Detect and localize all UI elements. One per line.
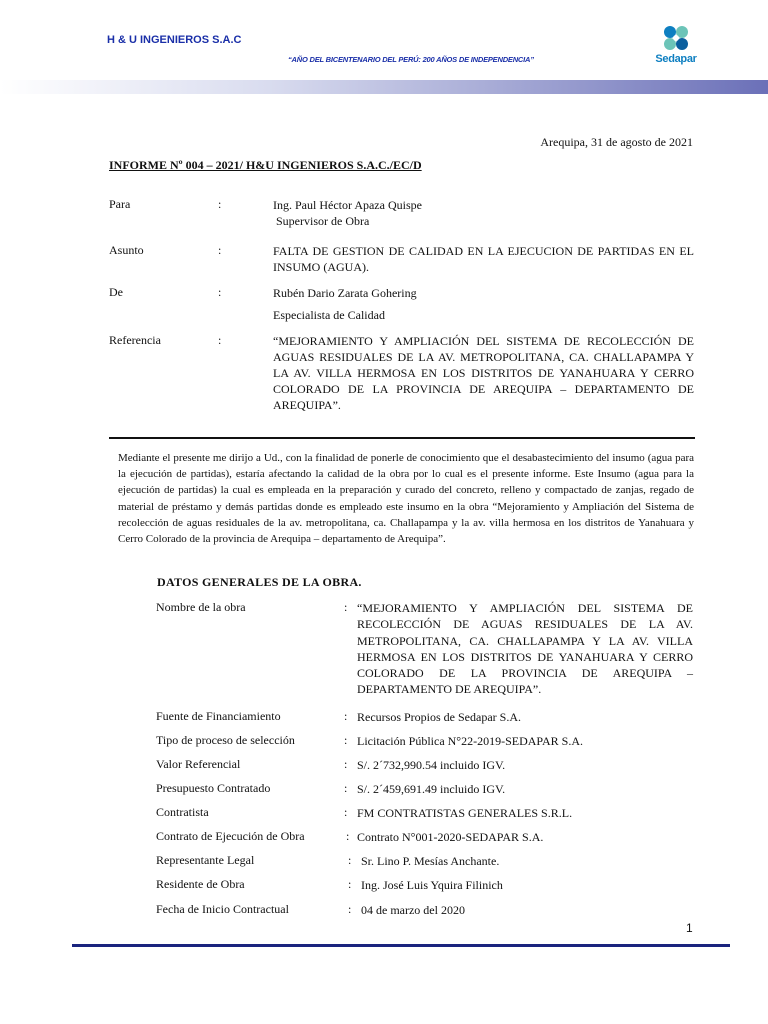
obra-value-residente: Ing. José Luis Yquira Filinich (361, 878, 503, 892)
obra-colon: : (348, 877, 352, 891)
field-label-asunto: Asunto (109, 243, 144, 257)
obra-colon: : (344, 805, 348, 819)
obra-colon: : (344, 600, 348, 614)
field-value-de (273, 285, 694, 323)
obra-value-representante: Sr. Lino P. Mesías Anchante. (361, 854, 500, 868)
footer-rule (72, 944, 730, 947)
field-label-de: De (109, 285, 123, 299)
page-number: 1 (686, 921, 693, 935)
field-value-asunto: FALTA DE GESTION DE CALIDAD EN LA EJECUCION DE PARTIDAS EN EL INSUMO (AGUA). (273, 244, 694, 274)
obra-colon: : (346, 829, 350, 843)
field-label-para: Para (109, 197, 131, 211)
obra-label-fecha-inicio: Fecha de Inicio Contractual (156, 902, 289, 916)
recipient-name: Ing. Paul Héctor Apaza Quispe (273, 198, 422, 212)
obra-label-contratista: Contratista (156, 805, 209, 819)
obra-colon: : (344, 733, 348, 747)
obra-label-proceso: Tipo de proceso de selección (156, 733, 295, 747)
obra-value-financiamiento: Recursos Propios de Sedapar S.A. (357, 710, 521, 724)
obra-colon: : (344, 781, 348, 795)
bicentennial-motto: “AÑO DEL BICENTENARIO DEL PERÚ: 200 AÑOS DE INDEPENDENCIA” (288, 55, 534, 64)
field-colon: : (218, 197, 222, 211)
company-name: H & U INGENIEROS S.A.C (107, 34, 242, 46)
obra-colon: : (344, 709, 348, 723)
obra-label-nombre: Nombre de la obra (156, 600, 246, 614)
obra-label-representante: Representante Legal (156, 853, 255, 867)
section-title: DATOS GENERALES DE LA OBRA. (157, 575, 362, 589)
sender-name: Rubén Dario Zarata Gohering (273, 286, 417, 300)
field-value-para (273, 197, 694, 229)
obra-value-contratista: FM CONTRATISTAS GENERALES S.R.L. (357, 806, 573, 820)
obra-label-residente: Residente de Obra (156, 877, 245, 891)
obra-label-presupuesto: Presupuesto Contratado (156, 781, 271, 795)
obra-value-valor-referencial: S/. 2´732,990.54 incluido IGV. (357, 758, 506, 772)
obra-value-presupuesto: S/. 2´459,691.49 incluido IGV. (357, 782, 506, 796)
obra-colon: : (348, 853, 352, 867)
obra-label-contrato: Contrato de Ejecución de Obra (156, 829, 305, 843)
field-value-referencia: “MEJORAMIENTO Y AMPLIACIÓN DEL SISTEMA DE RECOLECCIÓN DE AGUAS RESIDUALES DE LA AV. METROPOLITANA, CA. CHALLAPAMPA Y LA AV. VILLA HERMOSA EN LOS DISTRITOS DE YANAHUARA Y CERRO COLORADO DE LA PROVINCIA DE AREQUIPA – DEPARTAMENTO DE AREQUIPA”. (273, 334, 694, 412)
field-label-referencia: Referencia (109, 333, 161, 347)
water-drop-logo-icon (648, 22, 704, 54)
header-gradient-band (0, 80, 768, 94)
obra-label-valor-referencial: Valor Referencial (156, 757, 241, 771)
report-title: INFORME Nº 004 – 2021/ H&U INGENIEROS S.A.C./EC/D (109, 158, 422, 172)
body-paragraph: Mediante el presente me dirijo a Ud., con la finalidad de ponerle de conocimiento que el desabastecimiento del insumo (agua para la ejecución de partidas), estaría afectando la calidad de la obra por lo cual es el presente informe. Este Insumo (agua para la ejecución de partidas) la cual es empleada en la preparación y curado del concreto, relleno y compactado de zanjas, regado de material de préstamo y demás partidas donde es empleado este insumo en la obra “Mejoramiento y Ampliación del Sistema de recolección de aguas residuales de la av. metropolitana, ca. Challapampa y la av. villa hermosa en los distritos de Yanahuara y Cerro Colorado de la provincia de Arequipa – departamento de Arequipa”. (118, 452, 694, 546)
date-line: Arequipa, 31 de agosto de 2021 (540, 135, 693, 149)
obra-label-financiamiento: Fuente de Financiamiento (156, 709, 281, 723)
section-divider (109, 437, 695, 439)
obra-value-proceso: Licitación Pública N°22-2019-SEDAPAR S.A. (357, 734, 584, 748)
sender-role: Especialista de Calidad (273, 308, 385, 322)
recipient-role: Supervisor de Obra (276, 214, 370, 228)
sedapar-logo (648, 22, 704, 66)
obra-colon: : (344, 757, 348, 771)
field-colon: : (218, 333, 222, 347)
obra-value-nombre: “MEJORAMIENTO Y AMPLIACIÓN DEL SISTEMA DE RECOLECCIÓN DE AGUAS RESIDUALES DE LA AV. METROPOLITANA, CA. CHALLAPAMPA Y LA AV. VILLA HERMOSA EN LOS DISTRITOS DE YANAHUARA Y CERRO COLORADO DE LA PROVINCIA DE AREQUIPA – DEPARTAMENTO DE AREQUIPA”. (357, 601, 693, 697)
logo-text: Sedapar (655, 53, 697, 65)
obra-value-fecha-inicio: 04 de marzo del 2020 (361, 903, 465, 917)
obra-value-contrato: Contrato N°001-2020-SEDAPAR S.A. (357, 830, 544, 844)
obra-colon: : (348, 902, 352, 916)
field-colon: : (218, 243, 222, 257)
field-colon: : (218, 285, 222, 299)
